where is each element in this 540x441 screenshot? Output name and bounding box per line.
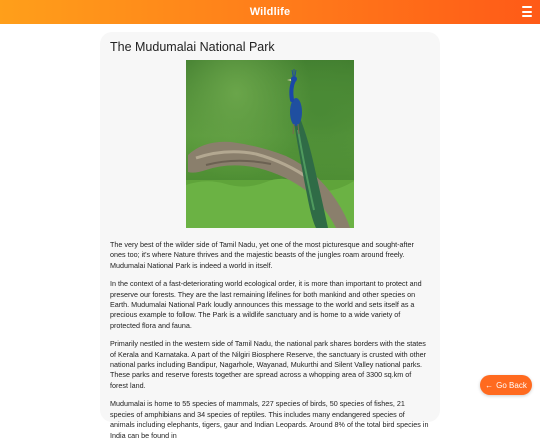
menu-bar <box>522 15 532 17</box>
app-header <box>0 0 540 24</box>
menu-bar <box>522 6 532 8</box>
go-back-button[interactable] <box>480 375 532 395</box>
go-back-label: Go Back <box>496 380 527 390</box>
hamburger-menu-icon[interactable] <box>522 6 532 17</box>
peacock-beak <box>287 79 291 81</box>
article-paragraph: In the context of a fast-deteriorating world ecological order, it is more than important to protect and preserve our forests. They are the last remaining lifelines for both mankind and other species on Earth. Mudumalai National Park loudly announces this message to the world and sets itself as a precious example to follow. The Park is a wildlife sanctuary and is home to a wide variety of protected flora and fauna. <box>110 279 422 330</box>
peacock-image <box>186 60 354 228</box>
peacock-illustration <box>186 60 354 228</box>
peacock-head <box>291 76 297 82</box>
article-title: The Mudumalai National Park <box>110 40 275 54</box>
article-paragraph: Primarily nestled in the western side of Tamil Nadu, the national park shares borders with the states of Kerala and Karnataka. A part of the Nilgiri Biosphere Reserve, the sanctuary is crusted with other national parks including Bandipur, Nagarhole, Wayanad, Mukurthi and Silent Valley national parks. These parks and reserve forests together are spread across a whopping area of 3300 sq.km of forest land. <box>110 339 427 390</box>
app-title: Wildlife <box>249 6 291 18</box>
menu-bar <box>522 11 532 13</box>
article-card <box>100 32 440 440</box>
peacock-neck <box>291 80 294 100</box>
article-paragraph: The very best of the wilder side of Tamil Nadu, yet one of the most picturesque and sought-after ones too; it's where Nature thrives and the majestic beasts of the jungles roam around freely. Mudumalai National Park is indeed a world in itself. <box>110 240 414 270</box>
article-body <box>110 240 430 441</box>
article-paragraph: Mudumalai is home to 55 species of mammals, 227 species of birds, 50 species of fishes, 21 species of amphibians and 34 species of reptiles. This includes many endangered species of animals including elephants, tigers, gaur and Indian Leopards. Around 8% of the total bird species in India can be found in <box>110 399 429 440</box>
peacock-body <box>290 98 302 126</box>
arrow-left-icon: ← <box>485 380 494 390</box>
peacock-crest <box>292 69 296 76</box>
